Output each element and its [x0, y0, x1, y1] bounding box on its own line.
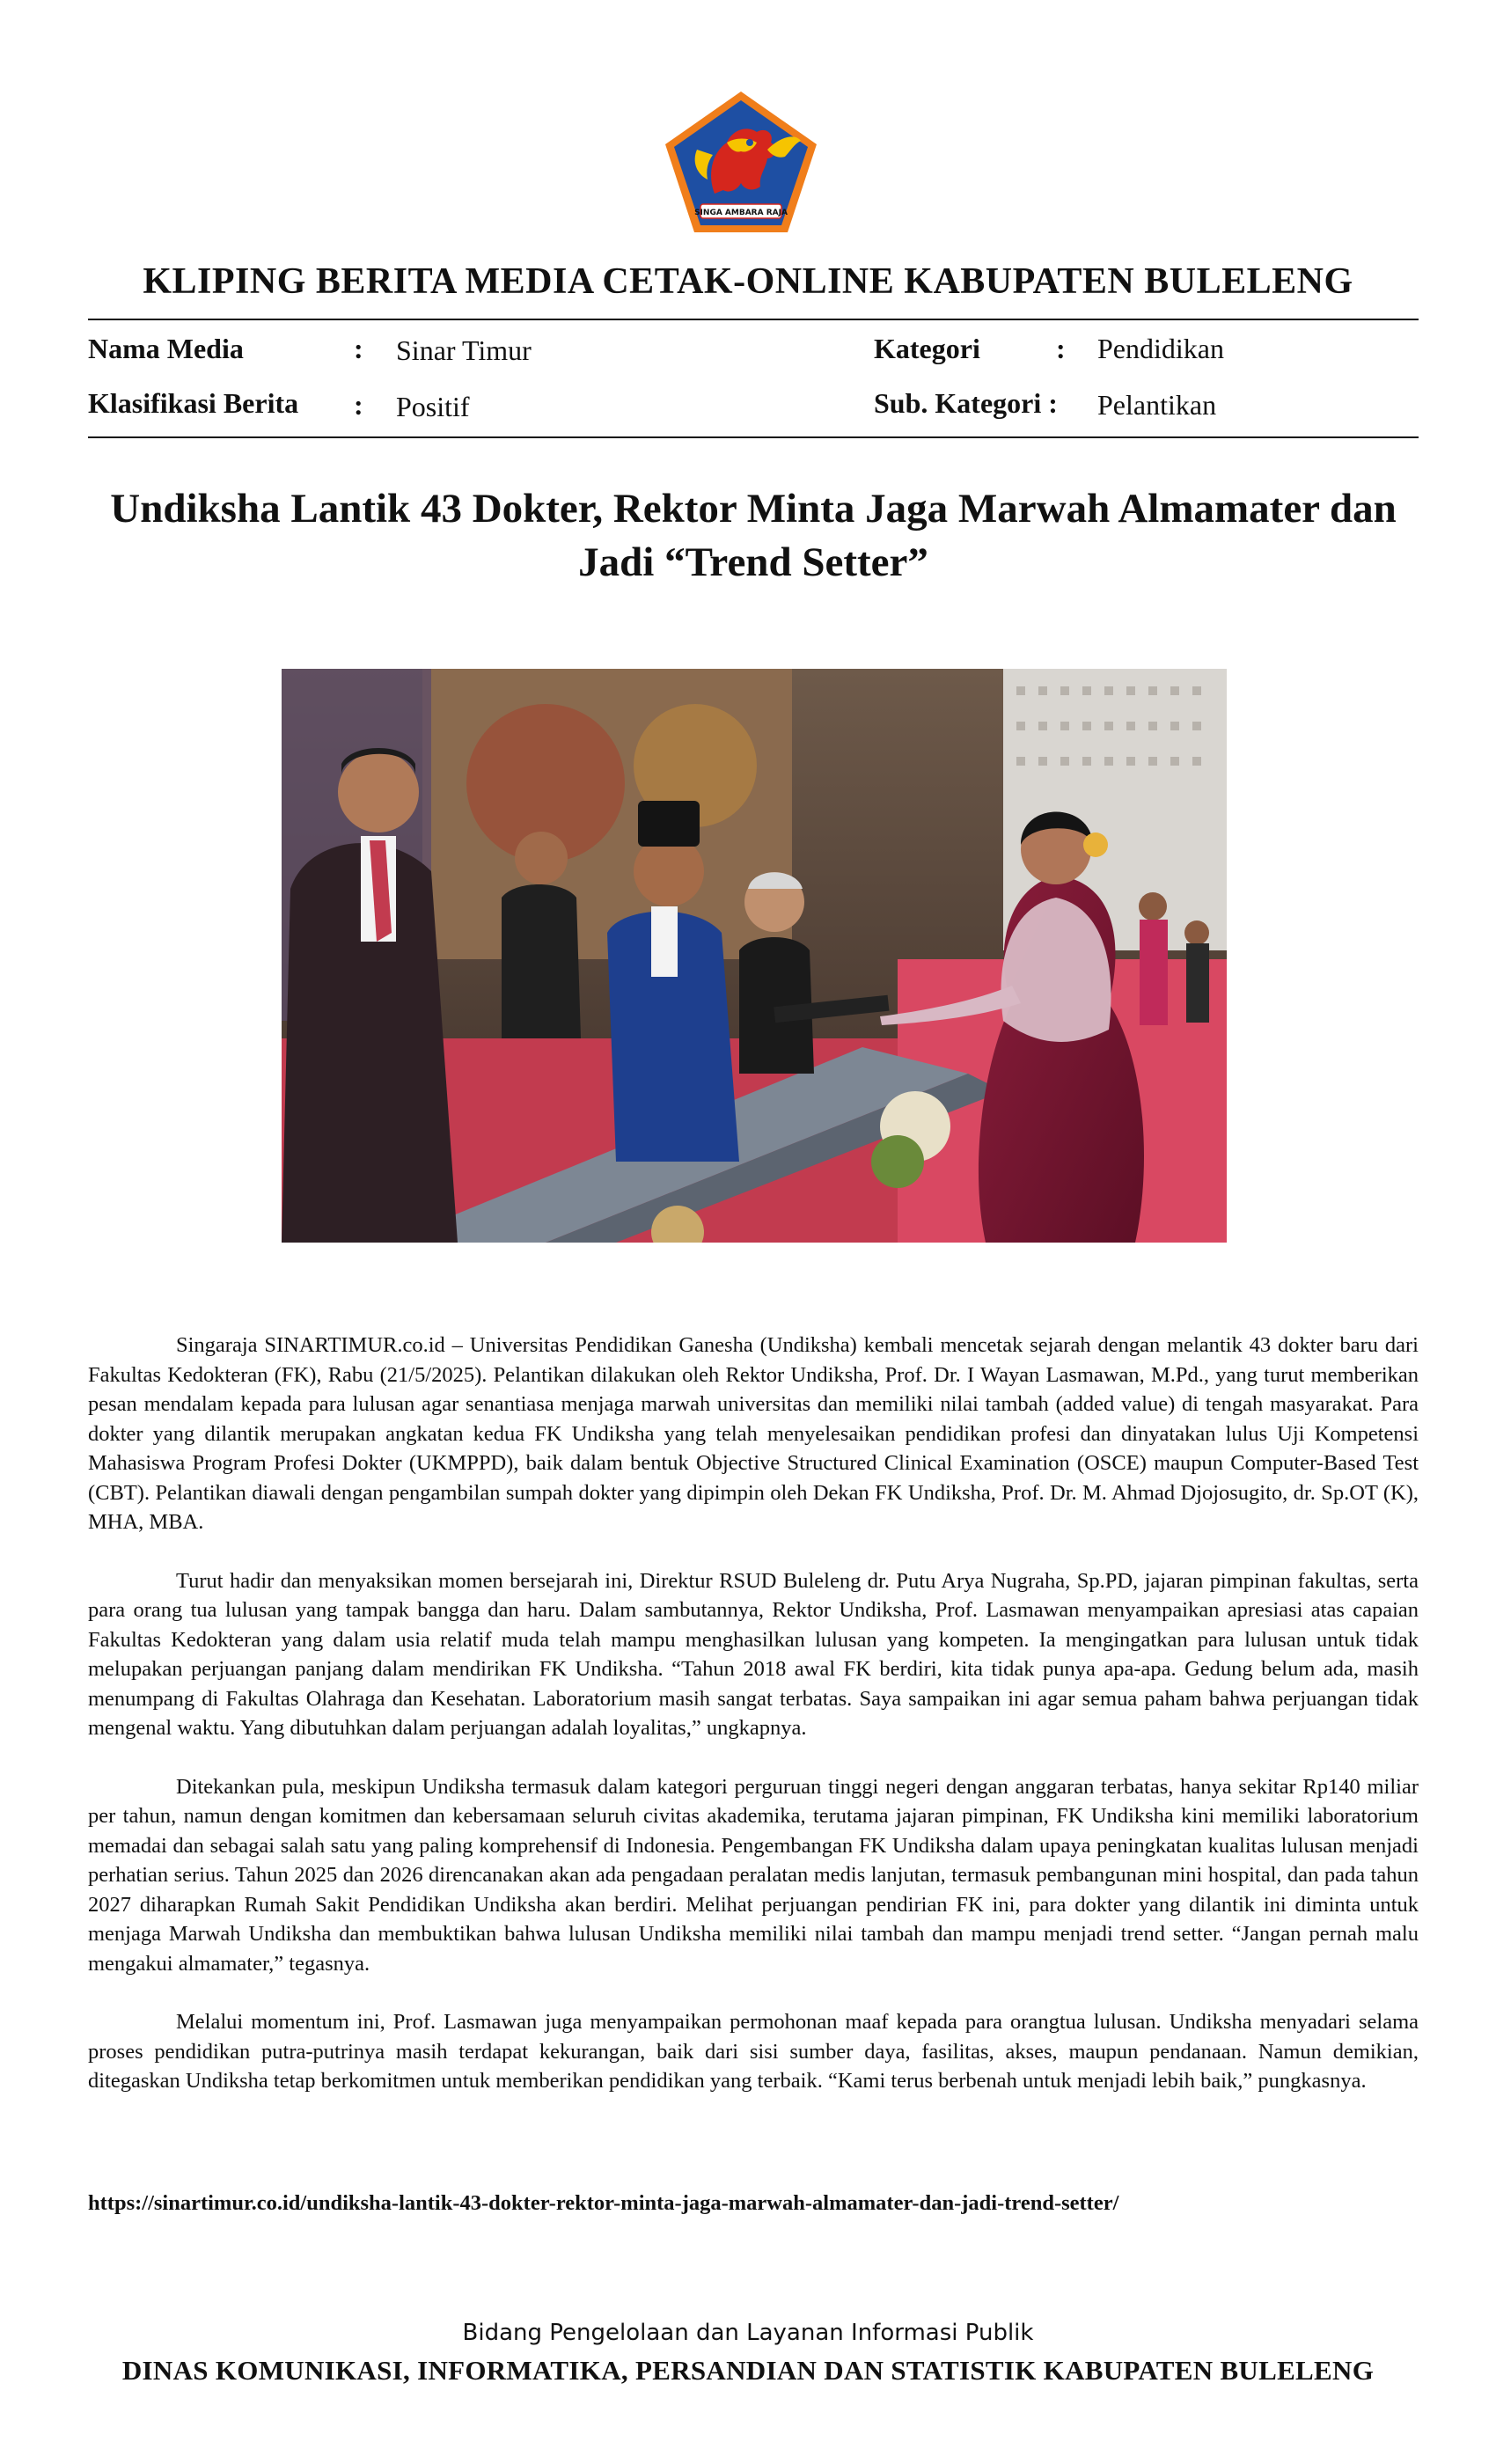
article-paragraph: Ditekankan pula, meskipun Undiksha termasuk dalam kategori perguruan tinggi negeri dengan anggaran terbatas, hanya sekitar Rp140 miliar per tahun, namun dengan komitmen dan kebersamaan seluruh civitas akademika, terutama jajaran pimpinan, FK Undiksha kini memiliki laboratorium memadai dan sebagai salah satu yang paling komprehensif di Indonesia. Pengembangan FK Undiksha dalam upaya peningkatan kualitas lulusan menjadi perhatian serius. Tahun 2025 dan 2026 direncanakan akan ada pengadaan peralatan medis lanjutan, termasuk pembangunan mini hospital, dan pada tahun 2027 diharapkan Rumah Sakit Pendidikan Undiksha akan berdiri. Melihat perjuangan pendirian FK ini, para dokter yang dilantik ini diminta untuk menjaga Marwah Undiksha dan membuktikan bahwa lulusan Undiksha memiliki nilai tambah dan mampu menjadi trend setter. “Jangan pernah malu mengakui almamater,” tegasnya. [88, 1774, 1419, 1976]
footer-department: Bidang Pengelolaan dan Layanan Informasi Publik [462, 2320, 1034, 2346]
clipping-header-title: KLIPING BERITA MEDIA CETAK-ONLINE KABUPATEN BULELENG [143, 261, 1353, 302]
category-value: Pendidikan [1097, 333, 1224, 364]
article-body [88, 1331, 1419, 2125]
headline-line-1: Undiksha Lantik 43 Dokter, Rektor Minta Jaga Marwah Almamater dan [110, 486, 1397, 532]
headline-line-2: Jadi “Trend Setter” [578, 539, 928, 585]
category-label: Kategori [874, 333, 980, 364]
category-colon: : [1056, 333, 1066, 364]
article-paragraph: Singaraja SINARTIMUR.co.id – Universitas Pendidikan Ganesha (Undiksha) kembali mencetak sejarah dengan melantik 43 dokter baru dari Fakultas Kedokteran (FK), Rabu (21/5/2025). Pelantikan dilakukan oleh Rektor Undiksha, Prof. Dr. I Wayan Lasmawan, M.Pd., yang turut memberikan pesan mendalam kepada para lulusan agar senantiasa menjaga marwah universitas dan memiliki nilai tambah (added value) di tengah masyarakat. Para dokter yang dilantik merupakan angkatan kedua FK Undiksha yang telah menyelesaikan pendidikan profesi dan dinyatakan lulus Uji Kompetensi Mahasiswa Program Profesi Dokter (UKMPPD), baik dalam bentuk Objective Structured Clinical Examination (OSCE) maupun Computer-Based Test (CBT). Pelantikan diawali dengan pengambilan sumpah dokter yang dipimpin oleh Dekan FK Undiksha, Prof. Dr. M. Ahmad Djojosugito, dr. Sp.OT (K), MHA, MBA. [88, 1333, 1419, 1534]
media-name-colon: : [354, 333, 363, 364]
source-url-link[interactable]: https://sinartimur.co.id/undiksha-lantik-43-dokter-rektor-minta-jaga-marwah-almamater-dan-jadi-trend-setter/ [88, 2191, 1119, 2215]
news-classification-colon: : [354, 389, 363, 421]
news-classification-label: Klasifikasi Berita [88, 387, 299, 419]
header-top-rule [88, 319, 1419, 320]
subcategory-label: Sub. Kategori : [874, 387, 1058, 419]
footer-agency: DINAS KOMUNIKASI, INFORMATIKA, PERSANDIAN DAN STATISTIK KABUPATEN BULELENG [121, 2355, 1375, 2386]
article-paragraph: Melalui momentum ini, Prof. Lasmawan juga menyampaikan permohonan maaf kepada para orangtua lulusan. Undiksha menyadari selama proses pendidikan putra-putrinya masih terdapat kekurangan, baik dari sisi sumber daya, fasilitas, akses, maupun pendanaan. Namun demikian, ditegaskan Undiksha tetap berkomitmen untuk memberikan pendidikan yang terbaik. “Kami terus berbenah untuk menjadi lebih baik,” pungkasnya. [88, 2010, 1419, 2093]
subcategory-value: Pelantikan [1097, 389, 1217, 421]
article-photo [282, 669, 1227, 1243]
news-classification-value: Positif [396, 391, 470, 422]
media-name-label: Nama Media [88, 333, 244, 364]
media-name-value: Sinar Timur [396, 334, 532, 366]
buleleng-regency-logo [662, 88, 820, 236]
article-paragraph: Turut hadir dan menyaksikan momen bersejarah ini, Direktur RSUD Buleleng dr. Putu Arya Nugraha, Sp.PD, jajaran pimpinan fakultas, serta para orang tua lulusan yang tampak bangga dan haru. Dalam sambutannya, Rektor Undiksha, Prof. Lasmawan menyampaikan apresiasi atas capaian Fakultas Kedokteran yang dalam usia relatif muda telah mampu menghasilkan lulusan yang kompeten. Ia mengingatkan para lulusan untuk tidak melupakan perjuangan panjang dalam mendirikan FK Undiksha. “Tahun 2018 awal FK berdiri, kita tidak punya apa-apa. Gedung belum ada, masih menumpang di Fakultas Olahraga dan Kesehatan. Laboratorium masih sangat terbatas. Saya sampaikan ini agar semua paham bahwa perjuangan tidak mengenal waktu. Yang dibutuhkan dalam perjuangan adalah loyalitas,” ungkapnya. [88, 1568, 1419, 1740]
header-bottom-rule [88, 436, 1419, 438]
svg-text:SINGA AMBARA RAJA: SINGA AMBARA RAJA [694, 209, 788, 217]
article-headline [88, 482, 1419, 590]
